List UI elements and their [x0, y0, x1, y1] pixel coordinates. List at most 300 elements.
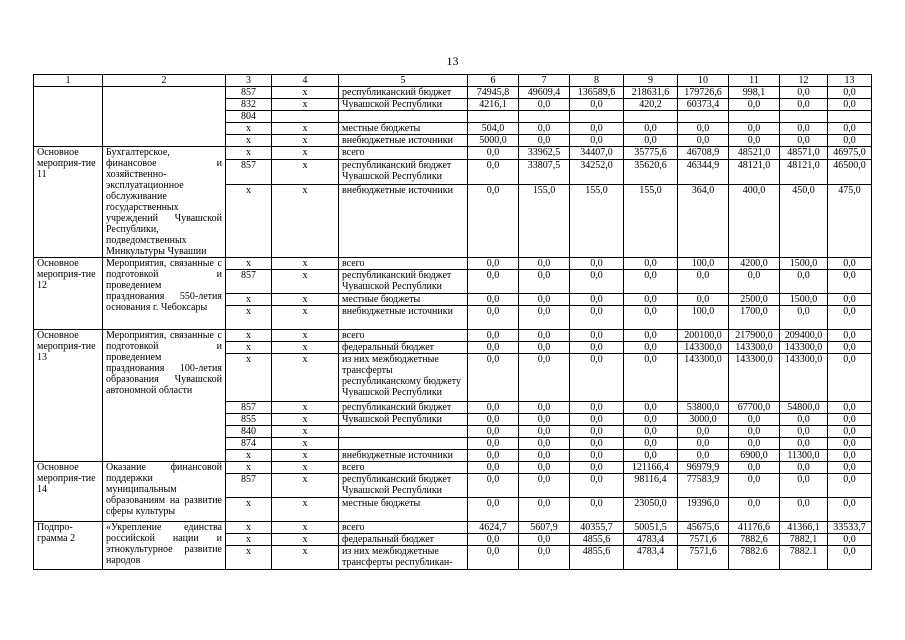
value-cell: 46344,9: [678, 159, 729, 184]
value-cell: 33533,7: [828, 522, 872, 534]
value-cell: 0,0: [678, 438, 729, 450]
section-description-cell: «Укрепление единства российской нации и этнокультурное развитие народов: [103, 522, 226, 570]
budget-table: [33, 74, 872, 570]
value-cell: [519, 111, 570, 123]
value-cell: 98116,4: [624, 474, 678, 498]
value-cell: 0,0: [828, 534, 872, 546]
value-cell: 2500,0: [729, 294, 780, 306]
value-cell: 0,0: [570, 270, 624, 294]
value-cell: 0,0: [519, 450, 570, 462]
value-cell: 0,0: [780, 135, 828, 147]
value-cell: 0,0: [519, 546, 570, 570]
value-cell: 0,0: [519, 342, 570, 354]
value-cell: 0,0: [678, 450, 729, 462]
funding-source-cell: всего: [339, 147, 468, 160]
value-cell: 0,0: [729, 426, 780, 438]
value-cell: 155,0: [624, 184, 678, 257]
value-cell: 0,0: [468, 402, 519, 414]
value-cell: 1500,0: [780, 258, 828, 270]
value-cell: 35775,6: [624, 147, 678, 160]
value-cell: 0,0: [729, 462, 780, 474]
value-cell: 0,0: [570, 354, 624, 402]
value-cell: 0,0: [468, 546, 519, 570]
value-cell: 1500,0: [780, 294, 828, 306]
code-cell: x: [272, 522, 339, 534]
value-cell: 34252,0: [570, 159, 624, 184]
funding-source-cell: федеральный бюджет: [339, 342, 468, 354]
value-cell: 0,0: [828, 546, 872, 570]
column-header: 12: [780, 75, 828, 87]
value-cell: 0,0: [519, 294, 570, 306]
value-cell: 143300,0: [729, 354, 780, 402]
value-cell: 40355,7: [570, 522, 624, 534]
value-cell: 0,0: [570, 474, 624, 498]
gov-code-cell: x: [226, 258, 272, 270]
section-code-cell: [34, 87, 103, 147]
value-cell: 0,0: [780, 438, 828, 450]
value-cell: 143300,0: [780, 342, 828, 354]
value-cell: 6900,0: [729, 450, 780, 462]
value-cell: 143300,0: [678, 354, 729, 402]
value-cell: 0,0: [828, 414, 872, 426]
value-cell: 0,0: [468, 414, 519, 426]
value-cell: 33807,5: [519, 159, 570, 184]
funding-source-cell: всего: [339, 258, 468, 270]
value-cell: 4200,0: [729, 258, 780, 270]
value-cell: 0,0: [519, 474, 570, 498]
value-cell: 0,0: [729, 438, 780, 450]
value-cell: 0,0: [828, 438, 872, 450]
value-cell: 0,0: [729, 498, 780, 522]
code-cell: x: [272, 546, 339, 570]
funding-source-cell: [339, 438, 468, 450]
value-cell: 0,0: [624, 123, 678, 135]
gov-code-cell: x: [226, 147, 272, 160]
gov-code-cell: 857: [226, 87, 272, 99]
value-cell: 0,0: [468, 270, 519, 294]
funding-source-cell: республиканский бюджет Чувашской Республики: [339, 159, 468, 184]
gov-code-cell: x: [226, 294, 272, 306]
value-cell: 504,0: [468, 123, 519, 135]
value-cell: 49609,4: [519, 87, 570, 99]
value-cell: 0,0: [519, 99, 570, 111]
value-cell: 217900,0: [729, 330, 780, 342]
value-cell: 0,0: [780, 474, 828, 498]
value-cell: 0,0: [828, 294, 872, 306]
code-cell: x: [272, 402, 339, 414]
value-cell: 0,0: [828, 498, 872, 522]
value-cell: 0,0: [678, 426, 729, 438]
value-cell: 4855,6: [570, 534, 624, 546]
value-cell: 0,0: [729, 414, 780, 426]
table-row: [34, 258, 872, 270]
value-cell: [678, 111, 729, 123]
gov-code-cell: 857: [226, 402, 272, 414]
value-cell: 0,0: [828, 258, 872, 270]
funding-source-cell: республиканский бюджет Чувашской Республики: [339, 270, 468, 294]
code-cell: x: [272, 462, 339, 474]
gov-code-cell: x: [226, 306, 272, 330]
value-cell: 364,0: [678, 184, 729, 257]
funding-source-cell: Чувашской Республики: [339, 414, 468, 426]
value-cell: 0,0: [780, 99, 828, 111]
value-cell: 0,0: [828, 354, 872, 402]
gov-code-cell: 840: [226, 426, 272, 438]
value-cell: 67700,0: [729, 402, 780, 414]
value-cell: 0,0: [570, 438, 624, 450]
page-number: 13: [446, 54, 459, 68]
value-cell: 0,0: [468, 184, 519, 257]
value-cell: [828, 111, 872, 123]
value-cell: 4783,4: [624, 546, 678, 570]
code-cell: x: [272, 498, 339, 522]
code-cell: x: [272, 135, 339, 147]
code-cell: x: [272, 87, 339, 99]
value-cell: 0,0: [729, 474, 780, 498]
value-cell: 0,0: [624, 258, 678, 270]
value-cell: 0,0: [570, 414, 624, 426]
value-cell: 0,0: [780, 123, 828, 135]
value-cell: 0,0: [468, 450, 519, 462]
gov-code-cell: 804: [226, 111, 272, 123]
section-code-cell: Основное мероприя-тие 14: [34, 462, 103, 522]
code-cell: x: [272, 414, 339, 426]
value-cell: 0,0: [828, 135, 872, 147]
value-cell: 77583,9: [678, 474, 729, 498]
value-cell: 0,0: [624, 426, 678, 438]
value-cell: 0,0: [570, 99, 624, 111]
funding-source-cell: федеральный бюджет: [339, 534, 468, 546]
value-cell: 46975,0: [828, 147, 872, 160]
gov-code-cell: x: [226, 354, 272, 402]
value-cell: 48121,0: [729, 159, 780, 184]
code-cell: x: [272, 99, 339, 111]
column-header: 2: [103, 75, 226, 87]
value-cell: 0,0: [828, 99, 872, 111]
value-cell: 46708,9: [678, 147, 729, 160]
value-cell: 0,0: [570, 426, 624, 438]
value-cell: 0,0: [624, 270, 678, 294]
value-cell: 0,0: [828, 330, 872, 342]
code-cell: x: [272, 342, 339, 354]
value-cell: [468, 111, 519, 123]
value-cell: 100,0: [678, 258, 729, 270]
value-cell: 0,0: [780, 426, 828, 438]
table-row: [34, 522, 872, 534]
value-cell: 0,0: [519, 534, 570, 546]
value-cell: 41366,1: [780, 522, 828, 534]
gov-code-cell: 832: [226, 99, 272, 111]
value-cell: 48121,0: [780, 159, 828, 184]
code-cell: x: [272, 159, 339, 184]
table-row: [34, 462, 872, 474]
value-cell: 7882,6: [729, 534, 780, 546]
value-cell: 0,0: [519, 354, 570, 402]
value-cell: 0,0: [468, 354, 519, 402]
value-cell: 4216,1: [468, 99, 519, 111]
value-cell: 4783,4: [624, 534, 678, 546]
value-cell: 0,0: [468, 474, 519, 498]
header-row: [34, 75, 872, 87]
value-cell: 46500,0: [828, 159, 872, 184]
value-cell: 0,0: [780, 87, 828, 99]
gov-code-cell: 855: [226, 414, 272, 426]
gov-code-cell: x: [226, 330, 272, 342]
value-cell: 1700,0: [729, 306, 780, 330]
value-cell: 0,0: [678, 123, 729, 135]
value-cell: 0,0: [519, 402, 570, 414]
code-cell: x: [272, 330, 339, 342]
column-header: 5: [339, 75, 468, 87]
value-cell: 100,0: [678, 306, 729, 330]
code-cell: x: [272, 270, 339, 294]
value-cell: 0,0: [624, 414, 678, 426]
value-cell: 0,0: [828, 402, 872, 414]
funding-source-cell: республиканский бюджет: [339, 87, 468, 99]
value-cell: 0,0: [678, 270, 729, 294]
value-cell: 50051,5: [624, 522, 678, 534]
value-cell: 155,0: [519, 184, 570, 257]
value-cell: 35620,6: [624, 159, 678, 184]
value-cell: 0,0: [828, 123, 872, 135]
value-cell: 0,0: [624, 450, 678, 462]
section-description-cell: Мероприятия, связанные с подготовкой и проведением празднования 550-летия основания г. Чебоксары: [103, 258, 226, 330]
value-cell: 179726,6: [678, 87, 729, 99]
value-cell: 60373,4: [678, 99, 729, 111]
gov-code-cell: x: [226, 462, 272, 474]
value-cell: 7882.6: [729, 546, 780, 570]
funding-source-cell: из них межбюджетные трансферты республиканскому бюджету Чувашской Республики: [339, 354, 468, 402]
value-cell: 143300,0: [678, 342, 729, 354]
value-cell: 54800,0: [780, 402, 828, 414]
value-cell: 4624,7: [468, 522, 519, 534]
value-cell: 0,0: [468, 258, 519, 270]
funding-source-cell: всего: [339, 462, 468, 474]
value-cell: 0,0: [570, 294, 624, 306]
value-cell: 48571,0: [780, 147, 828, 160]
value-cell: 475,0: [828, 184, 872, 257]
gov-code-cell: x: [226, 123, 272, 135]
value-cell: 0,0: [624, 306, 678, 330]
gov-code-cell: x: [226, 450, 272, 462]
value-cell: 19396,0: [678, 498, 729, 522]
column-header: 6: [468, 75, 519, 87]
funding-source-cell: [339, 111, 468, 123]
value-cell: 0,0: [624, 354, 678, 402]
value-cell: 11300,0: [780, 450, 828, 462]
value-cell: 0,0: [570, 306, 624, 330]
value-cell: 0,0: [570, 498, 624, 522]
table-row: [34, 87, 872, 99]
value-cell: 0,0: [468, 342, 519, 354]
value-cell: 0,0: [519, 306, 570, 330]
value-cell: 0,0: [828, 474, 872, 498]
value-cell: 3000,0: [678, 414, 729, 426]
gov-code-cell: x: [226, 534, 272, 546]
section-description-cell: Мероприятия, связанные с подготовкой и проведением празднования 100-летия образования Чувашской автономной области: [103, 330, 226, 462]
value-cell: 0,0: [828, 450, 872, 462]
column-header: 9: [624, 75, 678, 87]
gov-code-cell: x: [226, 498, 272, 522]
value-cell: 0,0: [780, 498, 828, 522]
value-cell: 0,0: [678, 294, 729, 306]
value-cell: 0,0: [624, 342, 678, 354]
gov-code-cell: 874: [226, 438, 272, 450]
value-cell: 0,0: [519, 123, 570, 135]
value-cell: 0,0: [468, 306, 519, 330]
value-cell: 218631,6: [624, 87, 678, 99]
gov-code-cell: 857: [226, 159, 272, 184]
value-cell: 7882,1: [780, 534, 828, 546]
value-cell: 0,0: [519, 498, 570, 522]
value-cell: 0,0: [468, 330, 519, 342]
value-cell: 136589,6: [570, 87, 624, 99]
section-code-cell: Основное мероприя-тие 11: [34, 147, 103, 258]
value-cell: 450,0: [780, 184, 828, 257]
funding-source-cell: Чувашской Республики: [339, 99, 468, 111]
code-cell: x: [272, 438, 339, 450]
value-cell: 0,0: [468, 294, 519, 306]
gov-code-cell: x: [226, 135, 272, 147]
value-cell: 155,0: [570, 184, 624, 257]
value-cell: 5607,9: [519, 522, 570, 534]
value-cell: 0,0: [780, 414, 828, 426]
section-description-cell: Бухгалтерское, финансовое и хозяйственно-эксплуатационное обслуживание государственных учреждений Чувашской Республики, подведомственных Минкультуры Чувашии: [103, 147, 226, 258]
gov-code-cell: 857: [226, 270, 272, 294]
value-cell: 143300,0: [729, 342, 780, 354]
column-header: 7: [519, 75, 570, 87]
column-header: 13: [828, 75, 872, 87]
funding-source-cell: местные бюджеты: [339, 123, 468, 135]
gov-code-cell: 857: [226, 474, 272, 498]
code-cell: x: [272, 258, 339, 270]
funding-source-cell: [339, 426, 468, 438]
value-cell: 200100,0: [678, 330, 729, 342]
value-cell: 0,0: [570, 258, 624, 270]
value-cell: 0,0: [570, 402, 624, 414]
section-description-cell: [103, 87, 226, 147]
code-cell: [272, 111, 339, 123]
value-cell: 0,0: [729, 123, 780, 135]
value-cell: 0,0: [570, 342, 624, 354]
funding-source-cell: всего: [339, 522, 468, 534]
column-header: 11: [729, 75, 780, 87]
funding-source-cell: республиканский бюджет: [339, 402, 468, 414]
value-cell: 0,0: [780, 462, 828, 474]
value-cell: 0,0: [570, 462, 624, 474]
value-cell: 0,0: [624, 402, 678, 414]
gov-code-cell: x: [226, 184, 272, 257]
column-header: 4: [272, 75, 339, 87]
value-cell: 0,0: [624, 135, 678, 147]
value-cell: 0,0: [828, 462, 872, 474]
code-cell: x: [272, 450, 339, 462]
value-cell: 0,0: [519, 462, 570, 474]
value-cell: 4855,6: [570, 546, 624, 570]
gov-code-cell: x: [226, 546, 272, 570]
value-cell: [729, 111, 780, 123]
value-cell: 420,2: [624, 99, 678, 111]
code-cell: x: [272, 534, 339, 546]
value-cell: 48521,0: [729, 147, 780, 160]
value-cell: 0,0: [624, 438, 678, 450]
value-cell: 0,0: [780, 270, 828, 294]
value-cell: 0,0: [570, 450, 624, 462]
value-cell: 0,0: [828, 306, 872, 330]
value-cell: 33962,5: [519, 147, 570, 160]
funding-source-cell: внебюджетные источники: [339, 184, 468, 257]
funding-source-cell: всего: [339, 330, 468, 342]
value-cell: 0,0: [624, 330, 678, 342]
value-cell: 0,0: [468, 147, 519, 160]
value-cell: 7571,6: [678, 546, 729, 570]
value-cell: 7882.1: [780, 546, 828, 570]
section-code-cell: Основное мероприя-тие 12: [34, 258, 103, 330]
value-cell: 0,0: [519, 438, 570, 450]
funding-source-cell: внебюджетные источники: [339, 135, 468, 147]
gov-code-cell: x: [226, 522, 272, 534]
funding-source-cell: внебюджетные источники: [339, 306, 468, 330]
value-cell: 0,0: [828, 87, 872, 99]
value-cell: 0,0: [468, 159, 519, 184]
value-cell: 400,0: [729, 184, 780, 257]
column-header: 1: [34, 75, 103, 87]
value-cell: 0,0: [729, 270, 780, 294]
value-cell: 209400,0: [780, 330, 828, 342]
value-cell: 0,0: [729, 135, 780, 147]
value-cell: 5000,0: [468, 135, 519, 147]
column-header: 8: [570, 75, 624, 87]
value-cell: [624, 111, 678, 123]
value-cell: 998,1: [729, 87, 780, 99]
value-cell: 7571,6: [678, 534, 729, 546]
value-cell: 0,0: [519, 426, 570, 438]
gov-code-cell: x: [226, 342, 272, 354]
value-cell: 0,0: [519, 135, 570, 147]
section-code-cell: Основное мероприя-тие 13: [34, 330, 103, 462]
code-cell: x: [272, 294, 339, 306]
value-cell: 0,0: [468, 438, 519, 450]
value-cell: 23050,0: [624, 498, 678, 522]
value-cell: 34407,0: [570, 147, 624, 160]
value-cell: 0,0: [519, 258, 570, 270]
funding-source-cell: местные бюджеты: [339, 294, 468, 306]
value-cell: 0,0: [519, 270, 570, 294]
column-header: 3: [226, 75, 272, 87]
value-cell: [780, 111, 828, 123]
value-cell: 41176,6: [729, 522, 780, 534]
value-cell: 45675,6: [678, 522, 729, 534]
value-cell: 0,0: [570, 135, 624, 147]
funding-source-cell: республиканский бюджет Чувашской Республики: [339, 474, 468, 498]
code-cell: x: [272, 147, 339, 160]
code-cell: x: [272, 354, 339, 402]
table-row: [34, 330, 872, 342]
value-cell: 0,0: [468, 534, 519, 546]
value-cell: 121166,4: [624, 462, 678, 474]
value-cell: 0,0: [570, 330, 624, 342]
value-cell: 0,0: [468, 462, 519, 474]
section-description-cell: Оказание финансовой поддержки муниципальным образованиям на развитие сферы культуры: [103, 462, 226, 522]
value-cell: 0,0: [468, 426, 519, 438]
value-cell: 96979,9: [678, 462, 729, 474]
code-cell: x: [272, 123, 339, 135]
code-cell: x: [272, 306, 339, 330]
code-cell: x: [272, 184, 339, 257]
funding-source-cell: из них межбюджетные трансферты республикан-: [339, 546, 468, 570]
funding-source-cell: внебюджетные источники: [339, 450, 468, 462]
value-cell: 0,0: [678, 135, 729, 147]
